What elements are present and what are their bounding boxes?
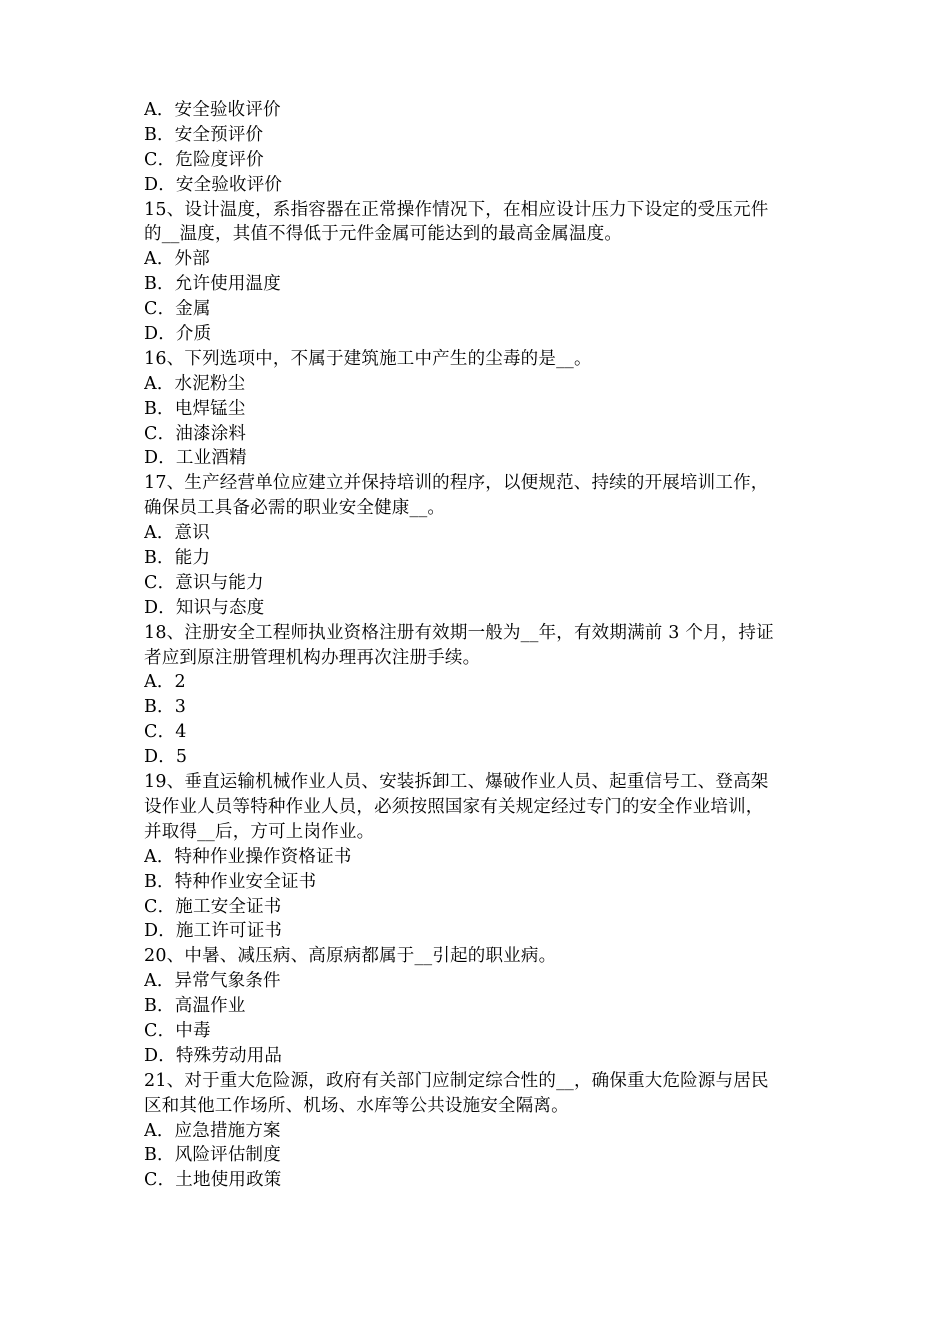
text-line: D．5 [144,747,188,768]
text-line: 20、中暑、减压病、高原病都属于__引起的职业病。 [144,946,557,967]
text-line: C．中毒 [144,1020,211,1041]
text-line: 设作业人员等特种作业人员，必须按照国家有关规定经过专门的安全作业培训， [144,796,764,817]
text-line: A．应急措施方案 [144,1120,281,1141]
text-line: 19、垂直运输机械作业人员、安装拆卸工、爆破作业人员、起重信号工、登高架 [144,772,769,793]
text-line: B．电焊锰尘 [144,398,246,419]
text-line: 确保员工具备必需的职业安全健康__。 [144,498,446,519]
text-line: 16、下列选项中，不属于建筑施工中产生的尘毒的是__。 [144,348,592,369]
text-line: C．金属 [144,299,211,320]
text-line: 17、生产经营单位应建立并保持培训的程序，以便规范、持续的开展培训工作， [144,473,769,494]
text-line: B．高温作业 [144,996,246,1017]
text-line: C．意识与能力 [144,572,264,593]
text-line: A．外部 [144,249,210,270]
text-line: D．特殊劳动用品 [144,1045,283,1066]
text-line: D．工业酒精 [144,448,247,469]
text-line: D．安全验收评价 [144,174,283,195]
text-line: C．油漆涂料 [144,423,247,444]
text-line: B．安全预评价 [144,124,264,145]
text-line: C．4 [144,722,187,743]
text-line: A．安全验收评价 [144,100,281,120]
text-line: A．特种作业操作资格证书 [144,846,352,867]
text-line: B．能力 [144,548,211,569]
text-line: A．异常气象条件 [144,971,281,992]
text-line: A．水泥粉尘 [144,373,246,394]
text-line: D．知识与态度 [144,597,265,618]
document-body [144,98,810,1193]
text-line: 21、对于重大危险源，政府有关部门应制定综合性的__，确保重大危险源与居民 [144,1070,769,1091]
text-line: A．意识 [144,523,210,544]
text-line: C．危险度评价 [144,149,264,170]
text-line: C．施工安全证书 [144,896,282,917]
text-line: 区和其他工作场所、机场、水库等公共设施安全隔离。 [144,1095,569,1116]
text-line: 15、设计温度，系指容器在正常操作情况下，在相应设计压力下设定的受压元件 [144,199,769,220]
text-line: B．风险评估制度 [144,1145,281,1166]
text-line: B．特种作业安全证书 [144,871,317,892]
text-line: D．介质 [144,324,212,345]
text-line: 并取得__后，方可上岗作业。 [144,821,375,842]
text-line: B．3 [144,697,187,718]
text-line: 18、注册安全工程师执业资格注册有效期一般为__年，有效期满前 3 个月，持证 [144,622,774,643]
text-line: 者应到原注册管理机构办理再次注册手续。 [144,647,481,668]
text-line: B．允许使用温度 [144,274,281,295]
text-line: A．2 [144,672,186,693]
text-line: D．施工许可证书 [144,921,283,942]
text-line: 的__温度，其值不得低于元件金属可能达到的最高金属温度。 [144,224,623,245]
text-line: C．土地使用政策 [144,1170,282,1191]
